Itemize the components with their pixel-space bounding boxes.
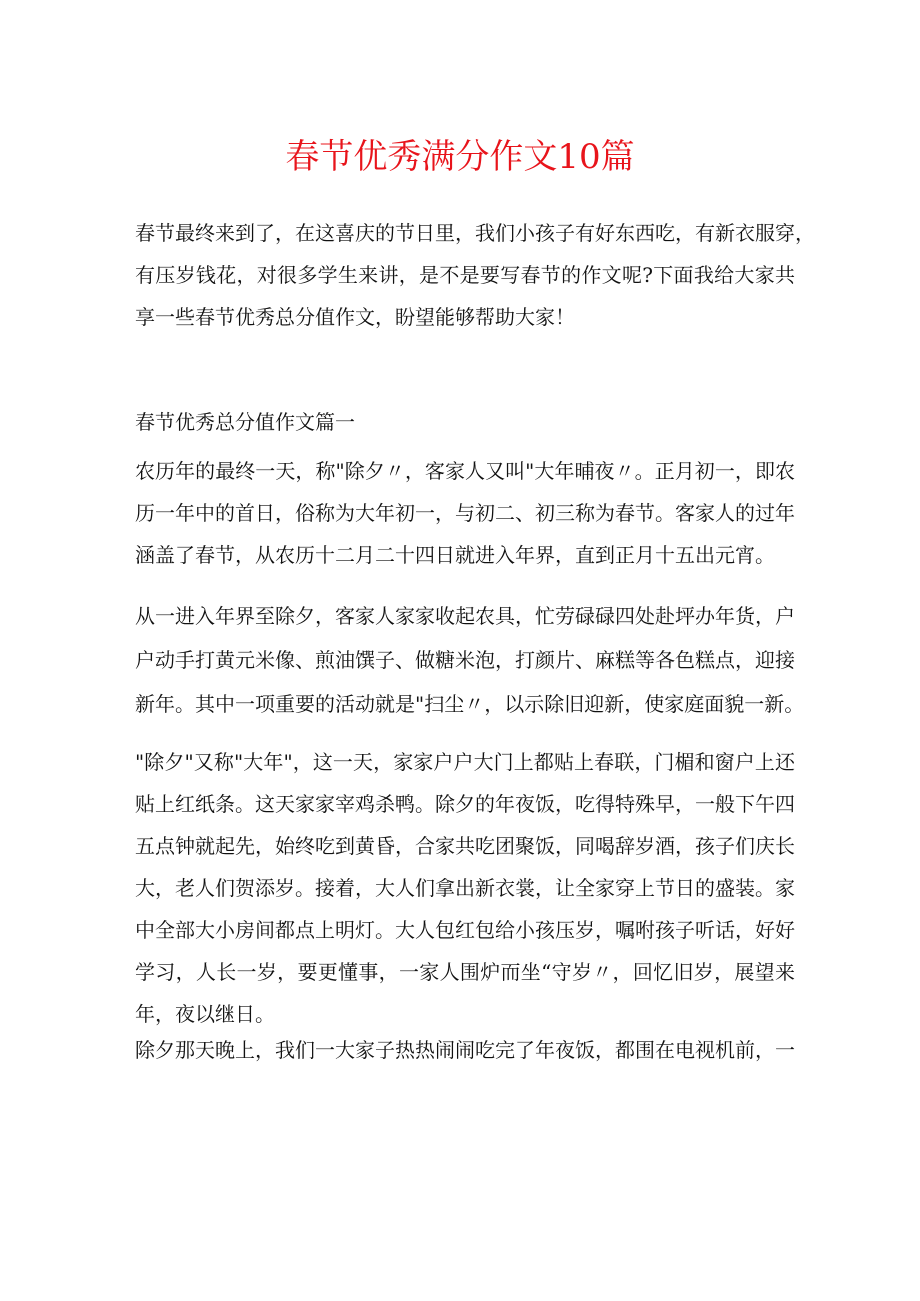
paragraph-line: 学习，人长一岁，要更懂事，一家人围炉而坐“守岁〃，回忆旧岁，展望来 — [135, 960, 795, 984]
paragraph-line: 除夕那天晚上，我们一大家子热热闹闹吃完了年夜饭，都围在电视机前，一 — [135, 1038, 795, 1062]
intro-line: 春节最终来到了，在这喜庆的节日里，我们小孩子有好东西吃，有新衣服穿， — [135, 221, 815, 245]
paragraph-line: 历一年中的首日，俗称为大年初一，与初二、初三称为春节。客家人的过年 — [135, 501, 795, 525]
paragraph-line: "除夕"又称"大年"，这一天，家家户户大门上都贴上春联，门楣和窗户上还 — [135, 750, 795, 774]
intro-line: 享一些春节优秀总分值作文，盼望能够帮助大家！ — [135, 305, 575, 329]
paragraph-line: 从一进入年界至除夕，客家人家家收起农具，忙劳碌碌四处赴坪办年货，户 — [135, 604, 795, 628]
paragraph-line: 五点钟就起先，始终吃到黄昏，合家共吃团聚饭，同喝辞岁酒，孩子们庆长 — [135, 834, 795, 858]
intro-paragraph — [135, 214, 815, 336]
section-heading: 春节优秀总分值作文篇一 — [135, 410, 355, 434]
paragraph-line: 贴上红纸条。这天家家宰鸡杀鸭。除夕的年夜饭，吃得特殊早，一般下午四 — [135, 792, 795, 816]
essay-one-paragraph-1 — [135, 452, 795, 574]
paragraph-line: 新年。其中一项重要的活动就是"扫尘〃，以示除旧迎新，使家庭面貌一新。 — [135, 692, 805, 716]
essay-one-paragraph-2 — [135, 597, 805, 723]
essay-two-paragraph-1 — [135, 1031, 795, 1069]
paragraph-line: 中全部大小房间都点上明灯。大人包红包给小孩压岁，嘱咐孩子听话，好好 — [135, 918, 795, 942]
intro-line: 有压岁钱花，对很多学生来讲，是不是要写春节的作文呢?下面我给大家共 — [135, 263, 795, 287]
paragraph-line: 年，夜以继日。 — [135, 1002, 275, 1026]
paragraph-line: 农历年的最终一天，称"除夕〃，客家人又叫"大年晡夜〃。正月初一，即农 — [135, 459, 795, 483]
essay-one-paragraph-3 — [135, 743, 795, 1033]
paragraph-line: 大，老人们贺添岁。接着，大人们拿出新衣裳，让全家穿上节日的盛装。家 — [135, 876, 795, 900]
paragraph-line: 户动手打黄元米像、煎油馔子、做糖米泡，打颜片、麻糕等各色糕点，迎接 — [135, 648, 795, 672]
document-title: 春节优秀满分作文10篇 — [285, 137, 635, 177]
paragraph-line: 涵盖了春节，从农历十二月二十四日就进入年界，直到正月十五出元宵。 — [135, 543, 775, 567]
